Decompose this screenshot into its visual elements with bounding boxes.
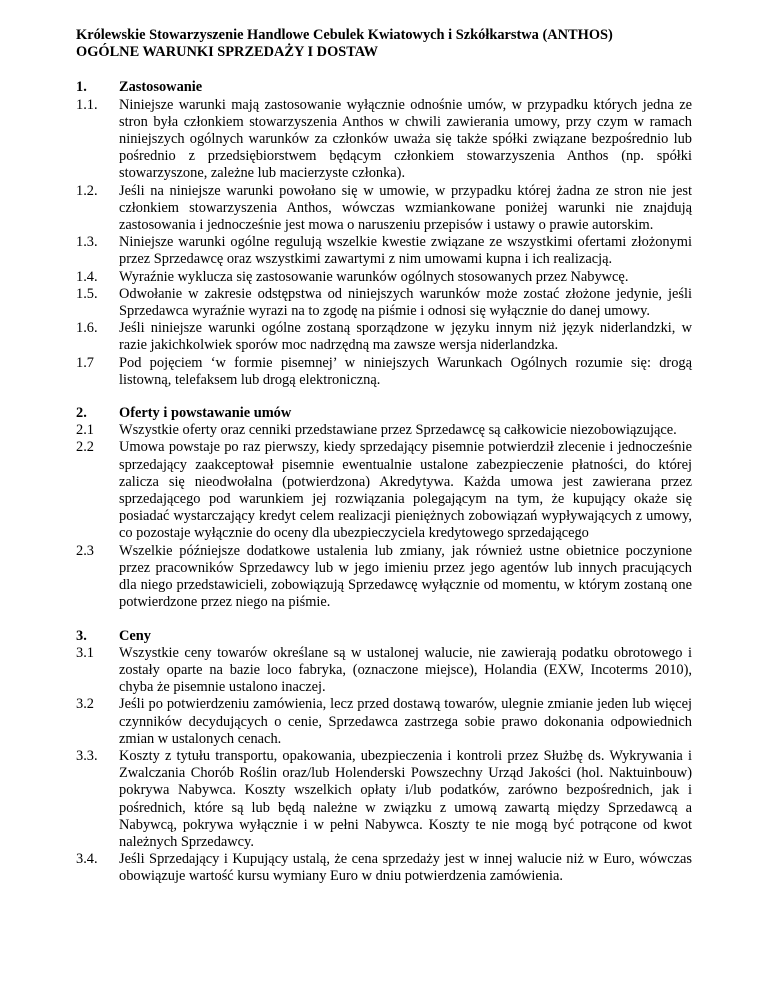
clause-number: 3.1 [76, 644, 94, 661]
clause-text: Umowa powstaje po raz pierwszy, kiedy sprzedający pisemnie potwierdził zlecenie i jednocześnie sprzedający zaakceptował pisemnie ewentualnie ustalone zabezpieczenie płatności, do której zalicza się nieodwołalna (potwierdzona) Akredytywa. Każda umowa jest zawierana przez sprzedającego pod warunkiem jej rozwiązania polegającym na tym, że kupujący okaże się posiadać wystarczający kredyt celem realizacji pieniężnych zobowiązań wypływających z umowy, co pozostaje wyłącznie do oceny dla ubezpieczyciela kredytowego sprzedającego [119, 439, 692, 542]
section-title: Ceny [119, 627, 151, 644]
section-number: 1. [76, 79, 87, 96]
clause-text: Wszystkie ceny towarów określane są w ustalonej walucie, nie zawierają podatku obrotowego i zostały oparte na bazie loco fabryka, (oznaczone miejsce), Holandia (EXW, Incoterms 2010), chyba że pisemnie ustalono inaczej. [119, 644, 692, 696]
clause-number: 1.3. [76, 234, 98, 251]
clause-number: 3.4. [76, 851, 98, 868]
clause [76, 269, 692, 286]
section-1 [76, 79, 692, 389]
clause-number: 3.2 [76, 696, 94, 713]
section-3 [76, 628, 692, 886]
clause [76, 422, 692, 439]
section-2 [76, 405, 692, 611]
clause-number: 2.3 [76, 542, 94, 559]
clause [76, 320, 692, 354]
clause-number: 1.7 [76, 354, 94, 371]
clause-text: Jeśli po potwierdzeniu zamówienia, lecz przed dostawą towarów, ulegnie zmianie jeden lub więcej czynników decydujących o cenie, Sprzedawca zastrzega sobie prawo dokonania odpowiednich zmian w ustalonych cenach. [119, 696, 692, 747]
document-header [76, 27, 692, 61]
section-heading [76, 405, 692, 422]
clause [76, 543, 692, 612]
clause-text: Odwołanie w zakresie odstępstwa od niniejszych warunków może zostać złożone jedynie, jeśli Sprzedawca wyraźnie wyrazi na to zgodę na piśmie i odnosi się wyłącznie do danej umowy. [119, 285, 692, 320]
clause-text: Niniejsze warunki mają zastosowanie wyłącznie odnośnie umów, w przypadku których jedna ze stron była członkiem stowarzyszenia Anthos w chwili zawierania umowy, przy czym w ramach niniejszych ogólnych warunków za członków uważa się także spółki związane bezpośrednio lub pośrednio z przedsiębiorstwem będącym członkiem stowarzyszenia Anthos (np. spółki stowarzyszone, zależne lub macierzyste członka). [119, 96, 692, 182]
section-title: Oferty i powstawanie umów [119, 405, 292, 422]
clause-text: Wszelkie późniejsze dodatkowe ustalenia lub zmiany, jak również ustne obietnice poczynione przez pracowników Sprzedawcy lub w jego imieniu przez jego agentów lub innych pracujących dla niego przedstawicieli, zobowiązują Sprzedawcę wyłącznie od momentu, w którym zostaną one potwierdzone przez niego na piśmie. [119, 542, 692, 611]
section-heading [76, 628, 692, 645]
clause-number: 1.2. [76, 182, 98, 199]
clause [76, 439, 692, 542]
clause-number: 1.4. [76, 268, 98, 285]
section-number: 2. [76, 405, 87, 422]
clause [76, 286, 692, 320]
clause [76, 234, 692, 268]
clause-number: 3.3. [76, 747, 98, 764]
clause-number: 1.1. [76, 96, 98, 113]
clause-text: Wyraźnie wyklucza się zastosowanie warunków ogólnych stosowanych przez Nabywcę. [119, 268, 629, 285]
clause [76, 97, 692, 183]
section-number: 3. [76, 627, 87, 644]
section-heading [76, 79, 692, 96]
clause-number: 2.1 [76, 422, 94, 439]
clause-text: Pod pojęciem ‘w formie pisemnej’ w niniejszych Warunkach Ogólnych rozumie się: drogą listowną, telefaksem lub drogą elektroniczną. [119, 354, 692, 388]
section-title: Zastosowanie [119, 79, 203, 96]
organization-name: Królewskie Stowarzyszenie Handlowe Cebulek Kwiatowych i Szkółkarstwa (ANTHOS) [76, 27, 613, 43]
clause-text: Jeśli Sprzedający i Kupujący ustalą, że cena sprzedaży jest w innej walucie niż w Euro, wówczas obowiązuje wartość kursu wymiany Euro w dniu potwierdzenia zamówienia. [119, 851, 692, 885]
clause-text: Jeśli niniejsze warunki ogólne zostaną sporządzone w języku innym niż język niderlandzki, w razie jakichkolwiek sporów moc nadrzędną ma zawsze wersja niderlandzka. [119, 320, 692, 354]
clause [76, 696, 692, 748]
clause [76, 645, 692, 697]
clause [76, 355, 692, 389]
clause-text: Koszty z tytułu transportu, opakowania, ubezpieczenia i kontroli przez Służbę ds. Wykrywania i Zwalczania Chorób Roślin oraz/lub Holenderski Powszechny Urząd Jakości (hol. Naktuinbouw) pokrywa Nabywca. Koszty wszelkich opłaty i/lub podatków, zarówno bezpośrednich, jak i pośrednich, które są lub będą należne w związku z umową zawartą między Sprzedawcą a Nabywcą, pokrywa wyłącznie i w pełni Nabywca. Koszty te nie mogą być potrącone od kwot należnych Sprzedawcy. [119, 747, 692, 850]
clause-text: Jeśli na niniejsze warunki powołano się w umowie, w przypadku której żadna ze stron nie jest członkiem stowarzyszenia Anthos, wówczas wzmiankowane poniżej warunki nie znajdują zastosowania i jednocześnie jest mowa o naruszeniu przepisów i ustawy o prawie autorskim. [119, 182, 692, 234]
clause [76, 183, 692, 235]
clause [76, 851, 692, 885]
clause-number: 1.5. [76, 285, 98, 302]
clause [76, 748, 692, 851]
document-title: OGÓLNE WARUNKI SPRZEDAŻY I DOSTAW [76, 44, 378, 61]
clause-number: 2.2 [76, 439, 94, 456]
clause-text: Niniejsze warunki ogólne regulują wszelkie kwestie związane ze wszystkimi ofertami złożonymi przez Sprzedawcę oraz wszystkimi zawartymi z nim umowami kupna i ich realizacją. [119, 234, 692, 268]
clause-number: 1.6. [76, 320, 98, 337]
sections-container [76, 79, 692, 885]
clause-text: Wszystkie oferty oraz cenniki przedstawiane przez Sprzedawcę są całkowicie niezobowiązujące. [119, 422, 677, 439]
